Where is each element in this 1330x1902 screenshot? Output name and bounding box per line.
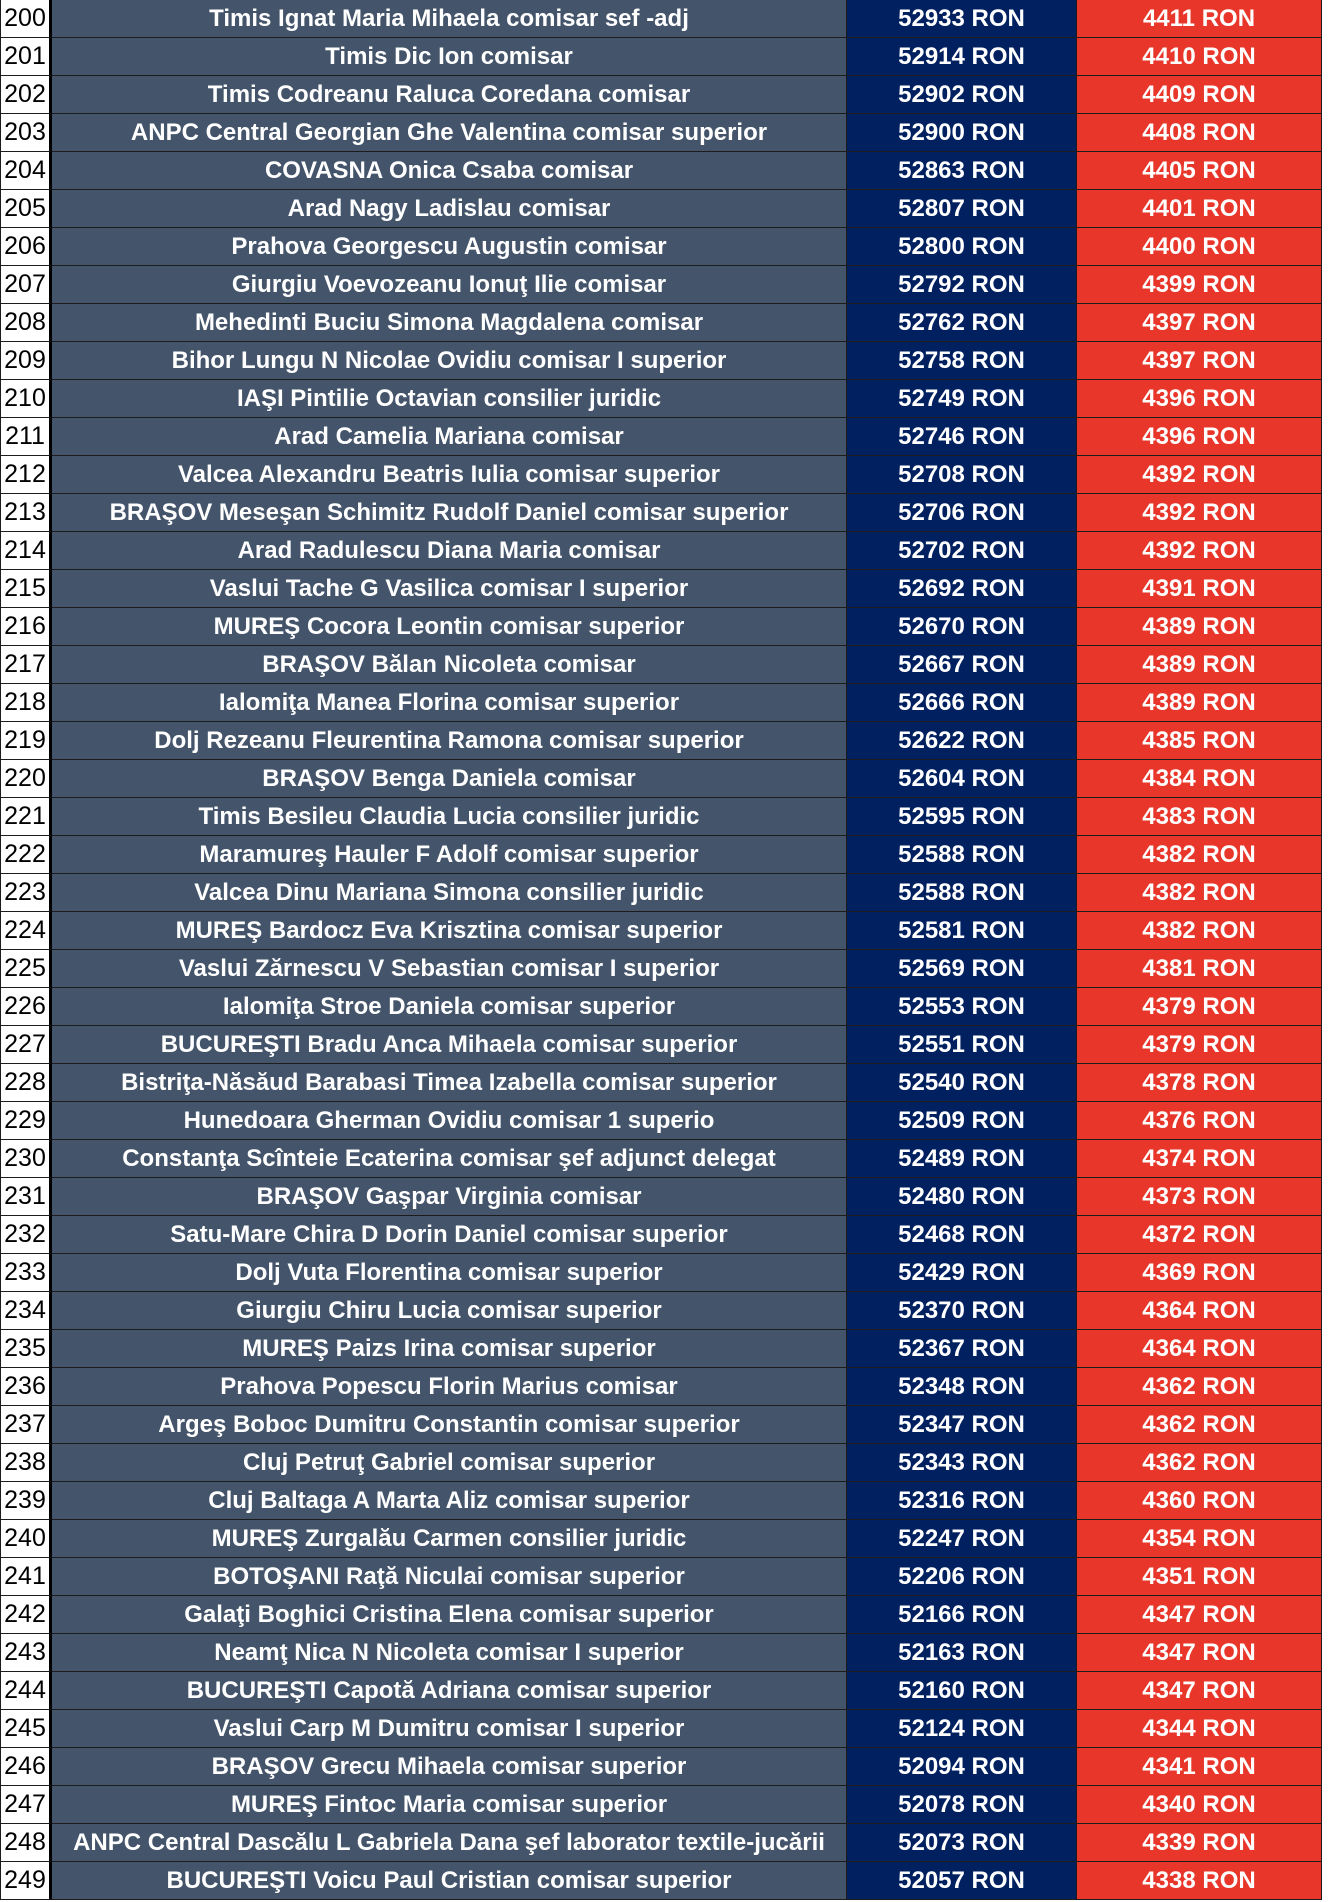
monthly-salary-cell[interactable]: 4338 RON	[1077, 1862, 1322, 1900]
table-row	[0, 646, 1330, 684]
table-row	[0, 494, 1330, 532]
table-row	[0, 912, 1330, 950]
monthly-salary-cell[interactable]: 4389 RON	[1077, 684, 1322, 722]
table-row	[0, 1140, 1330, 1178]
monthly-salary-cell[interactable]: 4382 RON	[1077, 836, 1322, 874]
name-cell[interactable]: Prahova Georgescu Augustin comisar	[52, 228, 847, 266]
monthly-salary-cell[interactable]: 4347 RON	[1077, 1596, 1322, 1634]
row-index-cell[interactable]: 249	[0, 1862, 52, 1900]
monthly-salary-cell[interactable]: 4340 RON	[1077, 1786, 1322, 1824]
monthly-salary-cell[interactable]: 4378 RON	[1077, 1064, 1322, 1102]
name-cell[interactable]: Dolj Rezeanu Fleurentina Ramona comisar superior	[52, 722, 847, 760]
table-row	[0, 988, 1330, 1026]
row-index-cell[interactable]: 243	[0, 1634, 52, 1672]
monthly-salary-cell[interactable]: 4397 RON	[1077, 304, 1322, 342]
gross-salary-cell[interactable]: 52807 RON	[847, 190, 1077, 228]
row-index-cell[interactable]: 211	[0, 418, 52, 456]
table-row	[0, 228, 1330, 266]
monthly-salary-cell[interactable]: 4383 RON	[1077, 798, 1322, 836]
name-cell[interactable]: MUREŞ Zurgalău Carmen consilier juridic	[52, 1520, 847, 1558]
name-cell[interactable]: BRAŞOV Gaşpar Virginia comisar	[52, 1178, 847, 1216]
gross-salary-cell[interactable]: 52588 RON	[847, 874, 1077, 912]
row-index-cell[interactable]: 222	[0, 836, 52, 874]
name-cell[interactable]: Mehedinti Buciu Simona Magdalena comisar	[52, 304, 847, 342]
row-index-cell[interactable]: 201	[0, 38, 52, 76]
gross-salary-cell[interactable]: 52588 RON	[847, 836, 1077, 874]
row-index-cell[interactable]: 227	[0, 1026, 52, 1064]
table-row	[0, 874, 1330, 912]
row-index-cell[interactable]: 246	[0, 1748, 52, 1786]
monthly-salary-cell[interactable]: 4409 RON	[1077, 76, 1322, 114]
gross-salary-cell[interactable]: 52078 RON	[847, 1786, 1077, 1824]
monthly-salary-cell[interactable]: 4379 RON	[1077, 1026, 1322, 1064]
name-cell[interactable]: Arad Nagy Ladislau comisar	[52, 190, 847, 228]
gross-salary-cell[interactable]: 52057 RON	[847, 1862, 1077, 1900]
gross-salary-cell[interactable]: 52595 RON	[847, 798, 1077, 836]
gross-salary-cell[interactable]: 52370 RON	[847, 1292, 1077, 1330]
row-index-cell[interactable]: 237	[0, 1406, 52, 1444]
row-index-cell[interactable]: 229	[0, 1102, 52, 1140]
monthly-salary-cell[interactable]: 4397 RON	[1077, 342, 1322, 380]
gross-salary-cell[interactable]: 52347 RON	[847, 1406, 1077, 1444]
name-cell[interactable]: Prahova Popescu Florin Marius comisar	[52, 1368, 847, 1406]
name-cell[interactable]: ANPC Central Dascălu L Gabriela Dana şef laborator textile-jucării	[52, 1824, 847, 1862]
monthly-salary-cell[interactable]: 4351 RON	[1077, 1558, 1322, 1596]
row-index-cell[interactable]: 217	[0, 646, 52, 684]
name-cell[interactable]: Giurgiu Voevozeanu Ionuţ Ilie comisar	[52, 266, 847, 304]
monthly-salary-cell[interactable]: 4392 RON	[1077, 456, 1322, 494]
gross-salary-cell[interactable]: 52581 RON	[847, 912, 1077, 950]
table-row	[0, 38, 1330, 76]
table-row	[0, 722, 1330, 760]
table-row	[0, 532, 1330, 570]
gross-salary-cell[interactable]: 52708 RON	[847, 456, 1077, 494]
monthly-salary-cell[interactable]: 4401 RON	[1077, 190, 1322, 228]
monthly-salary-cell[interactable]: 4341 RON	[1077, 1748, 1322, 1786]
name-cell[interactable]: Cluj Baltaga A Marta Aliz comisar superior	[52, 1482, 847, 1520]
table-row	[0, 456, 1330, 494]
name-cell[interactable]: Ialomiţa Manea Florina comisar superior	[52, 684, 847, 722]
name-cell[interactable]: Valcea Alexandru Beatris Iulia comisar superior	[52, 456, 847, 494]
gross-salary-cell[interactable]: 52094 RON	[847, 1748, 1077, 1786]
row-index-cell[interactable]: 225	[0, 950, 52, 988]
row-index-cell[interactable]: 215	[0, 570, 52, 608]
name-cell[interactable]: Galaţi Boghici Cristina Elena comisar superior	[52, 1596, 847, 1634]
table-row	[0, 152, 1330, 190]
name-cell[interactable]: BUCUREŞTI Voicu Paul Cristian comisar superior	[52, 1862, 847, 1900]
table-row	[0, 304, 1330, 342]
row-index-cell[interactable]: 213	[0, 494, 52, 532]
row-index-cell[interactable]: 244	[0, 1672, 52, 1710]
row-index-cell[interactable]: 245	[0, 1710, 52, 1748]
gross-salary-cell[interactable]: 52348 RON	[847, 1368, 1077, 1406]
gross-salary-cell[interactable]: 52206 RON	[847, 1558, 1077, 1596]
row-index-cell[interactable]: 238	[0, 1444, 52, 1482]
monthly-salary-cell[interactable]: 4392 RON	[1077, 494, 1322, 532]
gross-salary-cell[interactable]: 52667 RON	[847, 646, 1077, 684]
table-row	[0, 418, 1330, 456]
gross-salary-cell[interactable]: 52073 RON	[847, 1824, 1077, 1862]
row-index-cell[interactable]: 210	[0, 380, 52, 418]
table-row	[0, 760, 1330, 798]
name-cell[interactable]: MUREŞ Fintoc Maria comisar superior	[52, 1786, 847, 1824]
monthly-salary-cell[interactable]: 4381 RON	[1077, 950, 1322, 988]
gross-salary-cell[interactable]: 52692 RON	[847, 570, 1077, 608]
gross-salary-cell[interactable]: 52553 RON	[847, 988, 1077, 1026]
row-index-cell[interactable]: 209	[0, 342, 52, 380]
row-index-cell[interactable]: 223	[0, 874, 52, 912]
table-row	[0, 1178, 1330, 1216]
table-row	[0, 836, 1330, 874]
name-cell[interactable]: Bistriţa-Năsăud Barabasi Timea Izabella comisar superior	[52, 1064, 847, 1102]
monthly-salary-cell[interactable]: 4399 RON	[1077, 266, 1322, 304]
table-row	[0, 1026, 1330, 1064]
name-cell[interactable]: MUREŞ Paizs Irina comisar superior	[52, 1330, 847, 1368]
name-cell[interactable]: Bihor Lungu N Nicolae Ovidiu comisar I superior	[52, 342, 847, 380]
monthly-salary-cell[interactable]: 4374 RON	[1077, 1140, 1322, 1178]
table-row	[0, 1748, 1330, 1786]
row-index-cell[interactable]: 202	[0, 76, 52, 114]
name-cell[interactable]: MUREŞ Bardocz Eva Krisztina comisar superior	[52, 912, 847, 950]
gross-salary-cell[interactable]: 52666 RON	[847, 684, 1077, 722]
table-row	[0, 0, 1330, 38]
row-index-cell[interactable]: 216	[0, 608, 52, 646]
name-cell[interactable]: Satu-Mare Chira D Dorin Daniel comisar superior	[52, 1216, 847, 1254]
name-cell[interactable]: Arad Camelia Mariana comisar	[52, 418, 847, 456]
monthly-salary-cell[interactable]: 4373 RON	[1077, 1178, 1322, 1216]
gross-salary-cell[interactable]: 52316 RON	[847, 1482, 1077, 1520]
table-row	[0, 114, 1330, 152]
monthly-salary-cell[interactable]: 4362 RON	[1077, 1406, 1322, 1444]
gross-salary-cell[interactable]: 52429 RON	[847, 1254, 1077, 1292]
monthly-salary-cell[interactable]: 4362 RON	[1077, 1444, 1322, 1482]
gross-salary-cell[interactable]: 52933 RON	[847, 0, 1077, 38]
table-row	[0, 1558, 1330, 1596]
table-row	[0, 1406, 1330, 1444]
gross-salary-cell[interactable]: 52247 RON	[847, 1520, 1077, 1558]
monthly-salary-cell[interactable]: 4354 RON	[1077, 1520, 1322, 1558]
table-row	[0, 684, 1330, 722]
monthly-salary-cell[interactable]: 4347 RON	[1077, 1672, 1322, 1710]
table-row	[0, 76, 1330, 114]
table-row	[0, 266, 1330, 304]
table-row	[0, 1292, 1330, 1330]
name-cell[interactable]: COVASNA Onica Csaba comisar	[52, 152, 847, 190]
table-row	[0, 342, 1330, 380]
row-index-cell[interactable]: 231	[0, 1178, 52, 1216]
monthly-salary-cell[interactable]: 4392 RON	[1077, 532, 1322, 570]
row-index-cell[interactable]: 228	[0, 1064, 52, 1102]
table-row	[0, 950, 1330, 988]
row-index-cell[interactable]: 240	[0, 1520, 52, 1558]
table-row	[0, 1710, 1330, 1748]
row-index-cell[interactable]: 242	[0, 1596, 52, 1634]
name-cell[interactable]: Cluj Petruţ Gabriel comisar superior	[52, 1444, 847, 1482]
gross-salary-cell[interactable]: 52792 RON	[847, 266, 1077, 304]
table-row	[0, 1330, 1330, 1368]
monthly-salary-cell[interactable]: 4369 RON	[1077, 1254, 1322, 1292]
table-row	[0, 1254, 1330, 1292]
row-index-cell[interactable]: 203	[0, 114, 52, 152]
monthly-salary-cell[interactable]: 4360 RON	[1077, 1482, 1322, 1520]
name-cell[interactable]: Arad Radulescu Diana Maria comisar	[52, 532, 847, 570]
name-cell[interactable]: BRAŞOV Meseşan Schimitz Rudolf Daniel comisar superior	[52, 494, 847, 532]
row-index-cell[interactable]: 241	[0, 1558, 52, 1596]
gross-salary-cell[interactable]: 52622 RON	[847, 722, 1077, 760]
name-cell[interactable]: Timis Ignat Maria Mihaela comisar sef -adj	[52, 0, 847, 38]
gross-salary-cell[interactable]: 52367 RON	[847, 1330, 1077, 1368]
name-cell[interactable]: Ialomiţa Stroe Daniela comisar superior	[52, 988, 847, 1026]
monthly-salary-cell[interactable]: 4362 RON	[1077, 1368, 1322, 1406]
table-row	[0, 1862, 1330, 1900]
name-cell[interactable]: BOTOŞANI Raţă Niculai comisar superior	[52, 1558, 847, 1596]
table-row	[0, 1482, 1330, 1520]
table-row	[0, 608, 1330, 646]
monthly-salary-cell[interactable]: 4364 RON	[1077, 1330, 1322, 1368]
monthly-salary-cell[interactable]: 4364 RON	[1077, 1292, 1322, 1330]
monthly-salary-cell[interactable]: 4382 RON	[1077, 912, 1322, 950]
monthly-salary-cell[interactable]: 4405 RON	[1077, 152, 1322, 190]
gross-salary-cell[interactable]: 52702 RON	[847, 532, 1077, 570]
table-row	[0, 1444, 1330, 1482]
row-index-cell[interactable]: 224	[0, 912, 52, 950]
monthly-salary-cell[interactable]: 4372 RON	[1077, 1216, 1322, 1254]
row-index-cell[interactable]: 233	[0, 1254, 52, 1292]
row-index-cell[interactable]: 232	[0, 1216, 52, 1254]
name-cell[interactable]: Giurgiu Chiru Lucia comisar superior	[52, 1292, 847, 1330]
table-row	[0, 798, 1330, 836]
row-index-cell[interactable]: 239	[0, 1482, 52, 1520]
row-index-cell[interactable]: 214	[0, 532, 52, 570]
row-index-cell[interactable]: 200	[0, 0, 52, 38]
row-index-cell[interactable]: 218	[0, 684, 52, 722]
row-index-cell[interactable]: 219	[0, 722, 52, 760]
monthly-salary-cell[interactable]: 4396 RON	[1077, 380, 1322, 418]
gross-salary-cell[interactable]: 52914 RON	[847, 38, 1077, 76]
name-cell[interactable]: IAŞI Pintilie Octavian consilier juridic	[52, 380, 847, 418]
gross-salary-cell[interactable]: 52604 RON	[847, 760, 1077, 798]
table-row	[0, 1520, 1330, 1558]
name-cell[interactable]: Neamţ Nica N Nicoleta comisar I superior	[52, 1634, 847, 1672]
monthly-salary-cell[interactable]: 4391 RON	[1077, 570, 1322, 608]
row-index-cell[interactable]: 230	[0, 1140, 52, 1178]
name-cell[interactable]: Hunedoara Gherman Ovidiu comisar 1 superio	[52, 1102, 847, 1140]
gross-salary-cell[interactable]: 52480 RON	[847, 1178, 1077, 1216]
row-index-cell[interactable]: 235	[0, 1330, 52, 1368]
gross-salary-cell[interactable]: 52900 RON	[847, 114, 1077, 152]
monthly-salary-cell[interactable]: 4385 RON	[1077, 722, 1322, 760]
gross-salary-cell[interactable]: 52746 RON	[847, 418, 1077, 456]
gross-salary-cell[interactable]: 52706 RON	[847, 494, 1077, 532]
row-index-cell[interactable]: 247	[0, 1786, 52, 1824]
name-cell[interactable]: Constanţa Scînteie Ecaterina comisar şef adjunct delegat	[52, 1140, 847, 1178]
monthly-salary-cell[interactable]: 4384 RON	[1077, 760, 1322, 798]
monthly-salary-cell[interactable]: 4382 RON	[1077, 874, 1322, 912]
monthly-salary-cell[interactable]: 4410 RON	[1077, 38, 1322, 76]
table-row	[0, 1672, 1330, 1710]
name-cell[interactable]: Argeş Boboc Dumitru Constantin comisar superior	[52, 1406, 847, 1444]
row-index-cell[interactable]: 204	[0, 152, 52, 190]
gross-salary-cell[interactable]: 52468 RON	[847, 1216, 1077, 1254]
row-index-cell[interactable]: 220	[0, 760, 52, 798]
gross-salary-cell[interactable]: 52670 RON	[847, 608, 1077, 646]
monthly-salary-cell[interactable]: 4376 RON	[1077, 1102, 1322, 1140]
gross-salary-cell[interactable]: 52758 RON	[847, 342, 1077, 380]
name-cell[interactable]: Timis Codreanu Raluca Coredana comisar	[52, 76, 847, 114]
name-cell[interactable]: Timis Besileu Claudia Lucia consilier juridic	[52, 798, 847, 836]
name-cell[interactable]: Vaslui Carp M Dumitru comisar I superior	[52, 1710, 847, 1748]
row-index-cell[interactable]: 221	[0, 798, 52, 836]
name-cell[interactable]: ANPC Central Georgian Ghe Valentina comisar superior	[52, 114, 847, 152]
monthly-salary-cell[interactable]: 4347 RON	[1077, 1634, 1322, 1672]
table-row	[0, 570, 1330, 608]
row-index-cell[interactable]: 226	[0, 988, 52, 1026]
row-index-cell[interactable]: 212	[0, 456, 52, 494]
name-cell[interactable]: BRAŞOV Benga Daniela comisar	[52, 760, 847, 798]
monthly-salary-cell[interactable]: 4344 RON	[1077, 1710, 1322, 1748]
gross-salary-cell[interactable]: 52163 RON	[847, 1634, 1077, 1672]
name-cell[interactable]: Vaslui Zărnescu V Sebastian comisar I superior	[52, 950, 847, 988]
gross-salary-cell[interactable]: 52540 RON	[847, 1064, 1077, 1102]
row-index-cell[interactable]: 248	[0, 1824, 52, 1862]
table-row	[0, 1064, 1330, 1102]
name-cell[interactable]: BRAŞOV Bălan Nicoleta comisar	[52, 646, 847, 684]
row-index-cell[interactable]: 234	[0, 1292, 52, 1330]
gross-salary-cell[interactable]: 52863 RON	[847, 152, 1077, 190]
monthly-salary-cell[interactable]: 4411 RON	[1077, 0, 1322, 38]
monthly-salary-cell[interactable]: 4400 RON	[1077, 228, 1322, 266]
table-row	[0, 1824, 1330, 1862]
name-cell[interactable]: Maramureş Hauler F Adolf comisar superior	[52, 836, 847, 874]
name-cell[interactable]: Valcea Dinu Mariana Simona consilier juridic	[52, 874, 847, 912]
table-row	[0, 1216, 1330, 1254]
monthly-salary-cell[interactable]: 4339 RON	[1077, 1824, 1322, 1862]
name-cell[interactable]: Timis Dic Ion comisar	[52, 38, 847, 76]
row-index-cell[interactable]: 206	[0, 228, 52, 266]
gross-salary-cell[interactable]: 52509 RON	[847, 1102, 1077, 1140]
gross-salary-cell[interactable]: 52124 RON	[847, 1710, 1077, 1748]
gross-salary-cell[interactable]: 52902 RON	[847, 76, 1077, 114]
table-row	[0, 380, 1330, 418]
table-row	[0, 1596, 1330, 1634]
monthly-salary-cell[interactable]: 4389 RON	[1077, 608, 1322, 646]
monthly-salary-cell[interactable]: 4396 RON	[1077, 418, 1322, 456]
gross-salary-cell[interactable]: 52551 RON	[847, 1026, 1077, 1064]
monthly-salary-cell[interactable]: 4389 RON	[1077, 646, 1322, 684]
gross-salary-cell[interactable]: 52749 RON	[847, 380, 1077, 418]
name-cell[interactable]: BUCUREŞTI Bradu Anca Mihaela comisar superior	[52, 1026, 847, 1064]
name-cell[interactable]: Dolj Vuta Florentina comisar superior	[52, 1254, 847, 1292]
name-cell[interactable]: BRAŞOV Grecu Mihaela comisar superior	[52, 1748, 847, 1786]
gross-salary-cell[interactable]: 52800 RON	[847, 228, 1077, 266]
table-row	[0, 1368, 1330, 1406]
table-row	[0, 1102, 1330, 1140]
gross-salary-cell[interactable]: 52166 RON	[847, 1596, 1077, 1634]
table-row	[0, 1634, 1330, 1672]
gross-salary-cell[interactable]: 52343 RON	[847, 1444, 1077, 1482]
table-row	[0, 190, 1330, 228]
row-index-cell[interactable]: 205	[0, 190, 52, 228]
row-index-cell[interactable]: 207	[0, 266, 52, 304]
table-row	[0, 1786, 1330, 1824]
name-cell[interactable]: BUCUREŞTI Capotă Adriana comisar superior	[52, 1672, 847, 1710]
row-index-cell[interactable]: 236	[0, 1368, 52, 1406]
row-index-cell[interactable]: 208	[0, 304, 52, 342]
monthly-salary-cell[interactable]: 4379 RON	[1077, 988, 1322, 1026]
monthly-salary-cell[interactable]: 4408 RON	[1077, 114, 1322, 152]
gross-salary-cell[interactable]: 52489 RON	[847, 1140, 1077, 1178]
gross-salary-cell[interactable]: 52569 RON	[847, 950, 1077, 988]
gross-salary-cell[interactable]: 52160 RON	[847, 1672, 1077, 1710]
gross-salary-cell[interactable]: 52762 RON	[847, 304, 1077, 342]
name-cell[interactable]: MUREŞ Cocora Leontin comisar superior	[52, 608, 847, 646]
name-cell[interactable]: Vaslui Tache G Vasilica comisar I superior	[52, 570, 847, 608]
